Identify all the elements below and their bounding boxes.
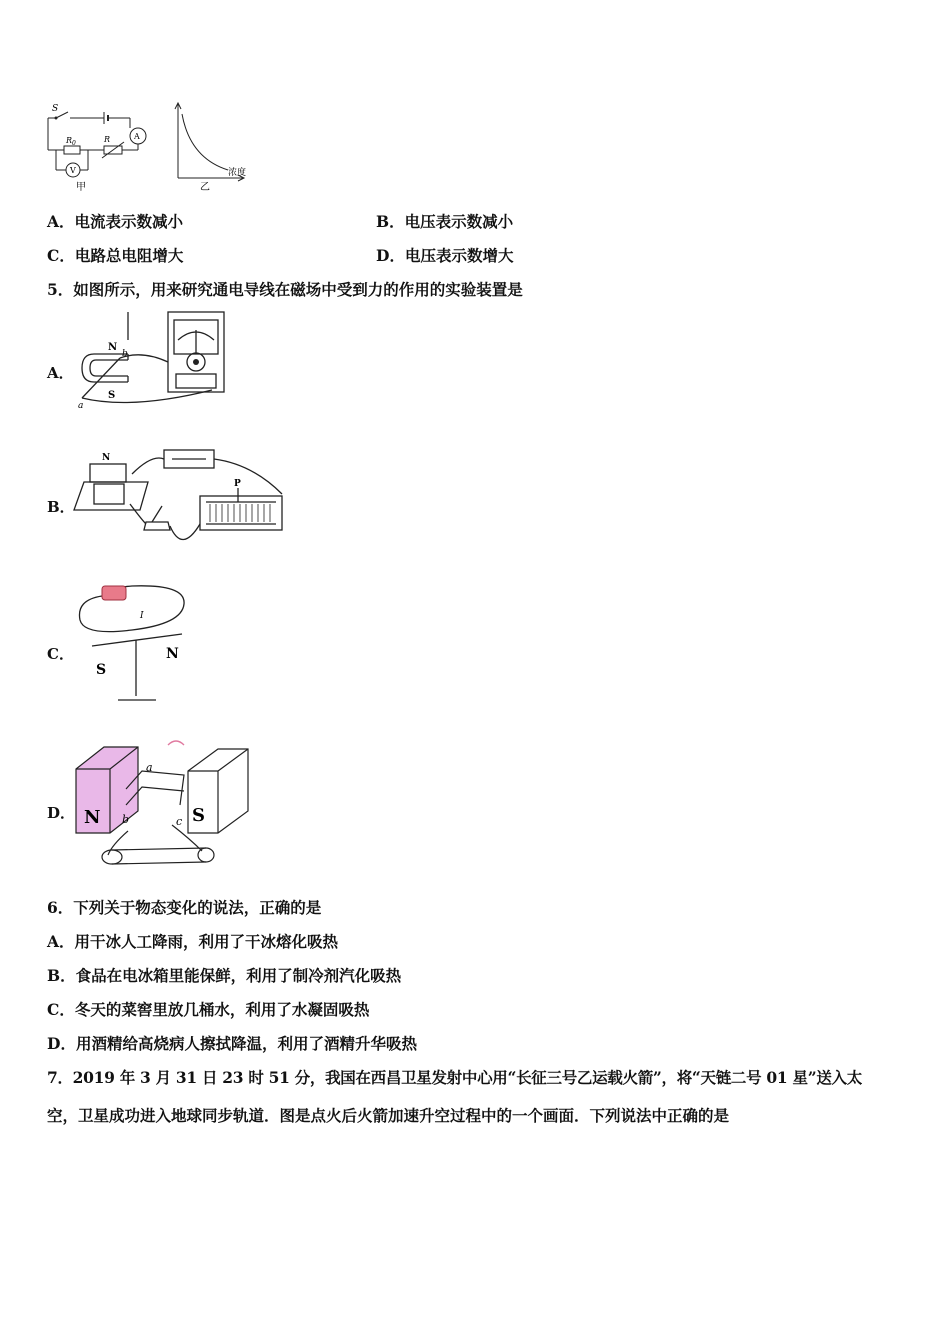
- magnet-n-label: N: [102, 453, 111, 463]
- q5-option-a-label[interactable]: A．: [47, 364, 74, 382]
- magnet-s-label: S: [96, 662, 107, 678]
- figure-jia-label: 甲: [76, 182, 86, 193]
- magnet-n-label: N: [108, 342, 118, 353]
- coil-c-label: c: [176, 815, 183, 828]
- figure-yi-label: 乙: [200, 182, 210, 193]
- magnet-n-label: N: [166, 646, 179, 662]
- current-i-label: I: [140, 611, 144, 621]
- resistance-concentration-graph: [168, 100, 263, 195]
- wire-b-label: b: [122, 349, 128, 359]
- q5-option-b-label[interactable]: B．: [47, 498, 75, 516]
- coil-a-label: a: [146, 761, 153, 774]
- voltmeter-label: V: [70, 166, 76, 175]
- q5-option-c-figure[interactable]: [72, 578, 202, 708]
- axis-concentration-label: 浓度: [228, 168, 247, 178]
- coil-b-label: b: [122, 813, 130, 826]
- r0-label: $R_0$: [66, 136, 76, 147]
- r-label: R: [104, 135, 111, 144]
- wire-a-label: a: [78, 401, 84, 410]
- q6-option-c[interactable]: C．冬天的菜窖里放几桶水，利用了水凝固吸热: [47, 1000, 370, 1019]
- q6-option-a[interactable]: A．用干冰人工降雨，利用了干冰熔化吸热: [47, 932, 339, 951]
- rheostat-p-label: P: [234, 479, 241, 489]
- circuit-diagram-jia: [42, 100, 162, 195]
- switch-label: S: [52, 104, 59, 114]
- q4-option-d[interactable]: D．电压表示数增大: [376, 246, 514, 265]
- magnet-s-label: S: [192, 805, 205, 826]
- q7-stem-line2: 空，卫星成功进入地球同步轨道．图是点火后火箭加速升空过程中的一个画面．下列说法中正确的是: [47, 1106, 730, 1125]
- q5-option-d-figure[interactable]: [72, 735, 257, 875]
- q4-option-c[interactable]: C．电路总电阻增大: [47, 246, 184, 265]
- q6-option-b[interactable]: B．食品在电冰箱里能保鲜，利用了制冷剂汽化吸热: [47, 966, 402, 985]
- q6-stem: 6．下列关于物态变化的说法，正确的是: [47, 898, 322, 917]
- q5-option-d-label[interactable]: D．: [47, 804, 76, 822]
- magnet-s-label: S: [108, 390, 116, 401]
- q7-stem-line1: 7．2019 年 3 月 31 日 23 时 51 分，我国在西昌卫星发射中心用“长征三号乙运载火箭”，将“天链二号 01 星”送入太: [47, 1068, 862, 1087]
- q5-option-a-figure[interactable]: [72, 310, 232, 410]
- q5-option-b-figure[interactable]: [72, 444, 292, 559]
- q5-option-c-label[interactable]: C．: [47, 645, 74, 663]
- q4-option-b[interactable]: B．电压表示数减小: [376, 212, 514, 231]
- q5-stem: 5．如图所示，用来研究通电导线在磁场中受到力的作用的实验装置是: [47, 280, 523, 299]
- ammeter-label: A: [134, 132, 140, 141]
- magnet-n-label: N: [84, 807, 101, 828]
- q4-option-a[interactable]: A．电流表示数减小: [47, 212, 184, 231]
- q6-option-d[interactable]: D．用酒精给高烧病人擦拭降温，利用了酒精升华吸热: [47, 1034, 417, 1053]
